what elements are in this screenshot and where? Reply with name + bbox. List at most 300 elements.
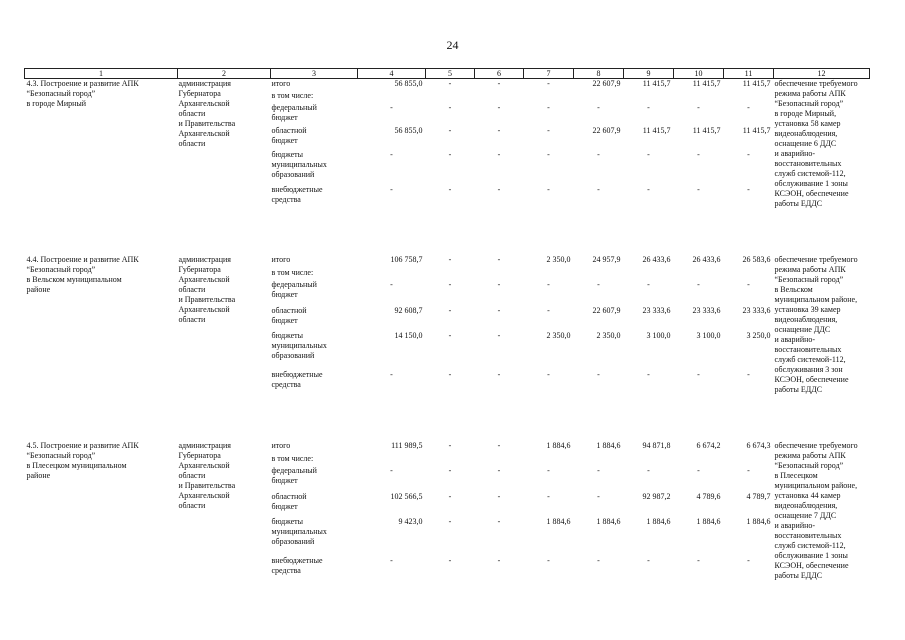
expected-result-line: обслуживание 1 зоны [774, 179, 848, 188]
value-cell: - [448, 369, 452, 379]
value-cell [624, 91, 674, 103]
value-cell: 23 333,6 [692, 305, 721, 315]
value-cell: - [448, 185, 452, 195]
value-cell: - [497, 466, 501, 476]
funding-source-line: средства [271, 565, 301, 575]
value-cell: - [647, 102, 650, 112]
value-cell: - [697, 102, 700, 112]
executor-line: Губернатора [178, 265, 221, 274]
funding-source-line: внебюджетные [271, 369, 323, 379]
executor-line: и Правительства [178, 481, 236, 490]
expected-result-line: видеонаблюдения, [774, 129, 838, 138]
event-title-line: 4.3. Построение и развитие АПК [26, 79, 139, 88]
event-title [25, 441, 178, 581]
funding-source-line: бюджеты [271, 517, 304, 527]
value-cell: 92 987,2 [642, 491, 671, 501]
column-header: 2 [178, 69, 271, 79]
funding-source-line: бюджеты [271, 149, 304, 159]
value-cell: 11 415,7 [642, 79, 671, 88]
value-cell: - [547, 280, 550, 290]
value-cell: 6 674,2 [696, 441, 721, 450]
expected-result-line: “Безопасный город” [774, 99, 844, 108]
funding-source-line: муниципальных [271, 159, 327, 169]
table-row [25, 255, 870, 268]
value-cell: 1 884,6 [746, 517, 771, 527]
funding-source-line: областной [271, 305, 307, 315]
column-header: 8 [574, 69, 624, 79]
event-title-line: “Безопасный город” [26, 265, 96, 274]
value-cell: 4 789,7 [746, 491, 771, 501]
expected-result [774, 255, 870, 395]
value-cell: 94 871,8 [642, 441, 671, 450]
funding-source-line: федеральный [271, 280, 317, 290]
value-cell [426, 91, 475, 103]
value-cell: - [448, 102, 452, 112]
value-cell: - [547, 466, 550, 476]
expected-result-line: восстановительных [774, 531, 842, 540]
event-title [25, 255, 178, 395]
executor-line: администрация [178, 441, 231, 450]
value-cell: 2 350,0 [546, 255, 571, 264]
funding-source-line: образований [271, 351, 315, 361]
funding-source-line: средства [271, 379, 301, 389]
value-cell: 1 884,6 [596, 441, 621, 450]
funding-source-line: образований [271, 537, 315, 547]
funding-source-line: в том числе: [271, 267, 314, 277]
value-cell: 26 433,6 [692, 255, 721, 264]
executor-line: области [178, 471, 206, 480]
funding-source-line: бюджет [271, 290, 298, 300]
expected-result-line: работы ЕДДС [774, 385, 823, 394]
executor-line: Архангельской [178, 99, 230, 108]
executor-line: области [178, 285, 206, 294]
funding-source-line: образований [271, 169, 315, 179]
value-cell: - [747, 185, 750, 195]
expected-result-line: оснащение ДДС [774, 325, 831, 334]
funding-source-line: средства [271, 195, 301, 205]
funding-source-line: внебюджетные [271, 555, 323, 565]
value-cell: - [448, 149, 452, 159]
value-cell: 14 150,0 [394, 331, 423, 341]
funding-source-line: областной [271, 491, 307, 501]
value-cell: 1 884,6 [696, 517, 721, 527]
value-cell: 24 957,9 [592, 255, 621, 264]
funding-source-line: бюджет [271, 315, 298, 325]
value-cell: - [497, 102, 501, 112]
expected-result-line: муниципальном районе, [774, 295, 858, 304]
funding-source-line: итого [271, 441, 291, 450]
value-cell: - [547, 79, 550, 88]
executor-line: Архангельской [178, 491, 230, 500]
value-cell: - [747, 149, 750, 159]
value-cell: 11 415,7 [642, 126, 671, 136]
value-cell: 22 607,9 [592, 79, 621, 88]
value-cell: - [697, 185, 700, 195]
spacer-cell [25, 209, 870, 255]
section-spacer [25, 209, 870, 255]
value-cell: - [697, 555, 700, 565]
value-cell: 23 333,6 [642, 305, 671, 315]
value-cell: 56 855,0 [394, 79, 423, 88]
value-cell: - [497, 369, 501, 379]
expected-result-line: КСЭОН, обеспечение [774, 375, 849, 384]
value-cell: 26 433,6 [642, 255, 671, 264]
column-header: 7 [524, 69, 574, 79]
value-cell: - [448, 331, 452, 341]
value-cell: 3 250,0 [746, 331, 771, 341]
value-cell: - [597, 491, 600, 501]
value-cell: - [697, 369, 700, 379]
funding-source [271, 280, 358, 305]
value-cell: - [647, 149, 650, 159]
value-cell [724, 454, 774, 467]
value-cell: - [497, 331, 501, 341]
expected-result-line: в Вельском [774, 285, 813, 294]
expected-result-line: и аварийно- [774, 521, 816, 530]
expected-result-line: в городе Мирный, [774, 109, 837, 118]
value-cell: - [497, 441, 501, 450]
expected-result-line: служб системой-112, [774, 169, 846, 178]
value-cell: - [697, 466, 700, 476]
expected-result-line: обслуживание 1 зоны [774, 551, 848, 560]
value-cell [724, 268, 774, 281]
expected-result-line: установка 44 камер [774, 491, 841, 500]
value-cell: - [497, 185, 501, 195]
value-cell: - [597, 102, 600, 112]
table-row [25, 441, 870, 454]
expected-result-line: режима работы АПК [774, 89, 846, 98]
value-cell: 1 884,6 [546, 517, 571, 527]
expected-result-line: в Плесецком [774, 471, 818, 480]
event-title-line: районе [26, 285, 51, 294]
expected-result-line: КСЭОН, обеспечение [774, 189, 849, 198]
value-cell: 9 423,0 [398, 517, 423, 527]
value-cell: - [448, 79, 452, 88]
value-cell: - [497, 517, 501, 527]
value-cell: 11 415,7 [692, 79, 721, 88]
funding-source-line: внебюджетные [271, 185, 323, 195]
expected-result [774, 441, 870, 581]
funding-source-line: бюджет [271, 112, 298, 122]
executor-line: Губернатора [178, 89, 221, 98]
value-cell: - [497, 305, 501, 315]
value-cell: - [448, 126, 452, 136]
funding-source-line: федеральный [271, 102, 317, 112]
expected-result-line: восстановительных [774, 159, 842, 168]
value-cell: 26 583,6 [742, 255, 771, 264]
executor-line: администрация [178, 255, 231, 264]
value-cell: 106 758,7 [390, 255, 423, 264]
expected-result-line: работы ЕДДС [774, 571, 823, 580]
value-cell: - [597, 280, 600, 290]
expected-result-line: служб системой-112, [774, 355, 846, 364]
executor-line: области [178, 109, 206, 118]
table-row [25, 79, 870, 91]
spacer-cell [25, 395, 870, 441]
executor-line: администрация [178, 79, 231, 88]
executor-line: Архангельской [178, 275, 230, 284]
expected-result-line: обеспечение требуемого [774, 79, 858, 88]
funding-source-line: бюджет [271, 476, 298, 486]
value-cell: - [497, 491, 501, 501]
funding-source [271, 268, 358, 281]
value-cell [358, 268, 426, 281]
column-header: 6 [475, 69, 524, 79]
value-cell [524, 91, 574, 103]
funding-source [271, 150, 358, 185]
funding-source-line: бюджет [271, 136, 298, 146]
value-cell: - [390, 149, 393, 159]
value-cell: - [597, 185, 600, 195]
value-cell: - [597, 555, 600, 565]
funding-source-line: в том числе: [271, 90, 314, 100]
event-title [25, 79, 178, 210]
event-title-line: “Безопасный город” [26, 89, 96, 98]
value-cell [674, 268, 724, 281]
value-cell: - [497, 79, 501, 88]
program-table [24, 68, 870, 581]
value-cell: - [547, 185, 550, 195]
funding-source-line: муниципальных [271, 341, 327, 351]
executor-line: Архангельской [178, 129, 230, 138]
funding-source-line: бюджет [271, 501, 298, 511]
value-cell: - [497, 280, 501, 290]
value-cell: - [547, 126, 550, 136]
value-cell: - [497, 149, 501, 159]
value-cell: 22 607,9 [592, 305, 621, 315]
value-cell: - [448, 305, 452, 315]
value-cell: - [647, 280, 650, 290]
funding-source-line: бюджеты [271, 331, 304, 341]
table-body [25, 79, 870, 582]
column-header: 12 [774, 69, 870, 79]
funding-source [271, 454, 358, 467]
value-cell: 11 415,7 [742, 126, 771, 136]
value-cell: - [448, 491, 452, 501]
expected-result-line: обеспечение требуемого [774, 441, 858, 450]
executor-line: Архангельской [178, 461, 230, 470]
value-cell: - [547, 149, 550, 159]
expected-result-line: оснащение 7 ДДС [774, 511, 837, 520]
expected-result-line: режима работы АПК [774, 265, 846, 274]
value-cell: 102 566,5 [390, 491, 423, 501]
expected-result-line: установка 39 камер [774, 305, 841, 314]
value-cell [574, 91, 624, 103]
value-cell: - [497, 255, 501, 264]
column-header: 3 [271, 69, 358, 79]
value-cell: - [547, 491, 550, 501]
expected-result-line: обеспечение требуемого [774, 255, 858, 264]
value-cell: 56 855,0 [394, 126, 423, 136]
column-header: 4 [358, 69, 426, 79]
value-cell: - [747, 102, 750, 112]
event-title-line: 4.4. Построение и развитие АПК [26, 255, 139, 264]
value-cell: - [448, 255, 452, 264]
value-cell: - [547, 369, 550, 379]
event-title-line: в Плесецком муниципальном [26, 461, 127, 470]
value-cell: - [448, 466, 452, 476]
value-cell: 4 789,6 [696, 491, 721, 501]
column-header: 9 [624, 69, 674, 79]
expected-result-line: муниципальном районе, [774, 481, 858, 490]
funding-source [271, 466, 358, 491]
value-cell: - [697, 149, 700, 159]
value-cell [624, 268, 674, 281]
value-cell: - [697, 280, 700, 290]
page-number: 24 [446, 38, 459, 52]
executor-cell [178, 441, 271, 581]
value-cell: - [390, 369, 393, 379]
value-cell: 6 674,3 [746, 441, 771, 450]
value-cell: - [647, 369, 650, 379]
value-cell: - [390, 280, 393, 290]
value-cell [426, 454, 475, 467]
value-cell: - [547, 102, 550, 112]
funding-source [271, 331, 358, 369]
funding-source [271, 185, 358, 209]
funding-source [271, 441, 358, 454]
funding-source-line: областной [271, 126, 307, 136]
value-cell: 1 884,6 [646, 517, 671, 527]
executor-line: и Правительства [178, 295, 236, 304]
value-cell: - [547, 305, 550, 315]
column-header: 11 [724, 69, 774, 79]
value-cell [574, 454, 624, 467]
funding-source [271, 517, 358, 555]
value-cell: 111 989,5 [391, 441, 423, 450]
value-cell: - [647, 185, 650, 195]
funding-source [271, 306, 358, 331]
value-cell: - [547, 555, 550, 565]
value-cell: - [597, 149, 600, 159]
value-cell [426, 268, 475, 281]
executor-cell [178, 79, 271, 210]
value-cell: - [448, 517, 452, 527]
value-cell: - [448, 441, 452, 450]
value-cell: - [747, 466, 750, 476]
event-title-line: районе [26, 471, 51, 480]
expected-result [774, 79, 870, 210]
expected-result-line: видеонаблюдения, [774, 501, 838, 510]
funding-source-line: в том числе: [271, 453, 314, 463]
funding-source-line: итого [271, 255, 291, 264]
value-cell: 11 415,7 [692, 126, 721, 136]
value-cell: 22 607,9 [592, 126, 621, 136]
value-cell: 3 100,0 [696, 331, 721, 341]
value-cell [358, 454, 426, 467]
executor-line: области [178, 501, 206, 510]
funding-source-line: федеральный [271, 466, 317, 476]
value-cell: - [747, 555, 750, 565]
column-header: 1 [25, 69, 178, 79]
value-cell [624, 454, 674, 467]
funding-source [271, 370, 358, 395]
event-title-line: в Вельском муниципальном [26, 275, 122, 284]
value-cell [524, 268, 574, 281]
value-cell [674, 454, 724, 467]
value-cell [724, 91, 774, 103]
value-cell: - [390, 555, 393, 565]
value-cell: - [597, 369, 600, 379]
value-cell: - [747, 369, 750, 379]
value-cell: - [497, 555, 501, 565]
expected-result-line: работы ЕДДС [774, 199, 823, 208]
value-cell: - [390, 185, 393, 195]
value-cell: - [647, 466, 650, 476]
event-title-line: “Безопасный город” [26, 451, 96, 460]
value-cell: 2 350,0 [546, 331, 571, 341]
section-spacer [25, 395, 870, 441]
value-cell: 23 333,6 [742, 305, 771, 315]
executor-line: Губернатора [178, 451, 221, 460]
value-cell: - [497, 126, 501, 136]
column-header: 10 [674, 69, 724, 79]
expected-result-line: и аварийно- [774, 335, 816, 344]
executor-line: и Правительства [178, 119, 236, 128]
value-cell: 11 415,7 [742, 79, 771, 88]
expected-result-line: “Безопасный город” [774, 275, 844, 284]
value-cell: 1 884,6 [546, 441, 571, 450]
value-cell [475, 454, 524, 467]
value-cell: - [448, 280, 452, 290]
funding-source [271, 79, 358, 91]
value-cell: 1 884,6 [596, 517, 621, 527]
value-cell: - [747, 280, 750, 290]
funding-source-line: муниципальных [271, 527, 327, 537]
value-cell: 92 608,7 [394, 305, 423, 315]
event-title-line: 4.5. Построение и развитие АПК [26, 441, 139, 450]
value-cell [475, 91, 524, 103]
executor-line: области [178, 315, 206, 324]
funding-source-line: итого [271, 79, 291, 88]
value-cell: - [390, 102, 393, 112]
value-cell: 3 100,0 [646, 331, 671, 341]
column-header: 5 [426, 69, 475, 79]
value-cell [524, 454, 574, 467]
expected-result-line: “Безопасный город” [774, 461, 844, 470]
expected-result-line: видеонаблюдения, [774, 315, 838, 324]
funding-source [271, 126, 358, 150]
funding-source [271, 492, 358, 517]
funding-source [271, 103, 358, 127]
value-cell: - [448, 555, 452, 565]
value-cell: - [597, 466, 600, 476]
value-cell [674, 91, 724, 103]
executor-line: области [178, 139, 206, 148]
event-title-line: в городе Мирный [26, 99, 87, 108]
executor-line: Архангельской [178, 305, 230, 314]
expected-result-line: оснащение 6 ДДС [774, 139, 837, 148]
value-cell: 2 350,0 [596, 331, 621, 341]
value-cell: - [390, 466, 393, 476]
expected-result-line: режима работы АПК [774, 451, 846, 460]
executor-cell [178, 255, 271, 395]
expected-result-line: служб системой-112, [774, 541, 846, 550]
funding-source [271, 255, 358, 268]
expected-result-line: установка 58 камер [774, 119, 841, 128]
value-cell [574, 268, 624, 281]
value-cell: - [647, 555, 650, 565]
funding-source [271, 91, 358, 103]
expected-result-line: обслуживания 3 зон [774, 365, 843, 374]
table-header [25, 69, 870, 79]
expected-result-line: восстановительных [774, 345, 842, 354]
value-cell [358, 91, 426, 103]
expected-result-line: и аварийно- [774, 149, 816, 158]
expected-result-line: КСЭОН, обеспечение [774, 561, 849, 570]
value-cell [475, 268, 524, 281]
funding-source [271, 556, 358, 581]
